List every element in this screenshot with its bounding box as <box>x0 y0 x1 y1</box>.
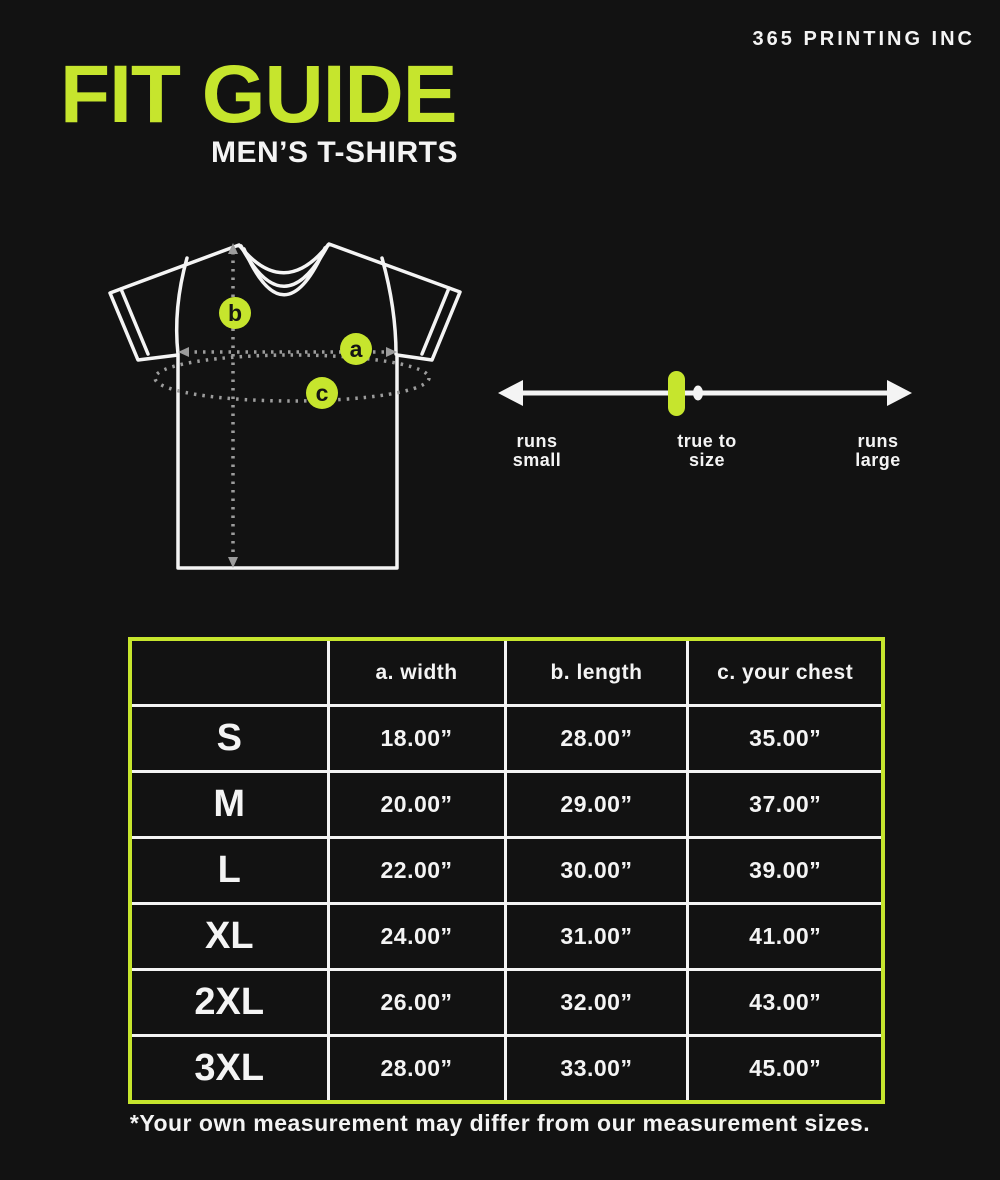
size-chart-table <box>128 637 885 1104</box>
row-l-chest: 39.00” <box>689 839 881 902</box>
right-cuff-hem-icon <box>422 288 449 354</box>
scale-arrow-left-icon <box>498 380 523 406</box>
row-m-size: M <box>132 773 327 836</box>
row-l-width: 22.00” <box>330 839 504 902</box>
row-xl-length: 31.00” <box>507 905 687 968</box>
corner-cell <box>132 641 327 704</box>
marker-b-label: b <box>227 300 243 326</box>
scale-dot-icon <box>693 386 703 401</box>
row-s-chest: 35.00” <box>689 707 881 770</box>
column-header-width: a. width <box>330 641 504 704</box>
tshirt-outline-icon <box>110 244 460 568</box>
row-2xl-width: 26.00” <box>330 971 504 1034</box>
right-armhole-seam-icon <box>382 258 396 354</box>
size-chart-grid <box>132 641 881 1100</box>
row-3xl-width: 28.00” <box>330 1037 504 1100</box>
page-subtitle: MEN’S T-SHIRTS <box>211 136 459 169</box>
row-3xl-size: 3XL <box>132 1037 327 1100</box>
page-title: FIT GUIDE <box>60 49 457 140</box>
row-3xl-chest: 45.00” <box>689 1037 881 1100</box>
scale-label-runs-large-2: large <box>855 450 901 470</box>
row-2xl-size: 2XL <box>132 971 327 1034</box>
scale-label-true-to-size-1: true to <box>677 431 737 451</box>
row-2xl-length: 32.00” <box>507 971 687 1034</box>
left-armhole-seam-icon <box>177 258 187 354</box>
tshirt-diagram <box>90 228 470 578</box>
row-3xl-length: 33.00” <box>507 1037 687 1100</box>
row-l-length: 30.00” <box>507 839 687 902</box>
scale-arrow-right-icon <box>887 380 912 406</box>
scale-marker-pill <box>668 371 685 416</box>
scale-label-runs-small-1: runs <box>516 431 558 451</box>
row-m-width: 20.00” <box>330 773 504 836</box>
row-2xl-chest: 43.00” <box>689 971 881 1034</box>
scale-label-runs-small-2: small <box>512 450 562 470</box>
column-header-chest: c. your chest <box>689 641 881 704</box>
row-m-length: 29.00” <box>507 773 687 836</box>
row-xl-size: XL <box>132 905 327 968</box>
row-s-size: S <box>132 707 327 770</box>
row-s-width: 18.00” <box>330 707 504 770</box>
row-l-size: L <box>132 839 327 902</box>
left-cuff-hem-icon <box>121 289 148 354</box>
marker-c-label: c <box>315 380 329 406</box>
row-m-chest: 37.00” <box>689 773 881 836</box>
marker-a-label: a <box>349 336 363 362</box>
scale-label-runs-large-1: runs <box>857 431 899 451</box>
row-s-length: 28.00” <box>507 707 687 770</box>
chest-measure-ellipse <box>155 355 429 401</box>
fit-scale <box>490 350 920 470</box>
footnote-text: *Your own measurement may differ from our measurement sizes. <box>129 1110 871 1136</box>
brand-text: 365 PRINTING INC <box>752 28 975 50</box>
row-xl-width: 24.00” <box>330 905 504 968</box>
row-xl-chest: 41.00” <box>689 905 881 968</box>
column-header-length: b. length <box>507 641 687 704</box>
scale-label-true-to-size-2: size <box>688 450 726 470</box>
